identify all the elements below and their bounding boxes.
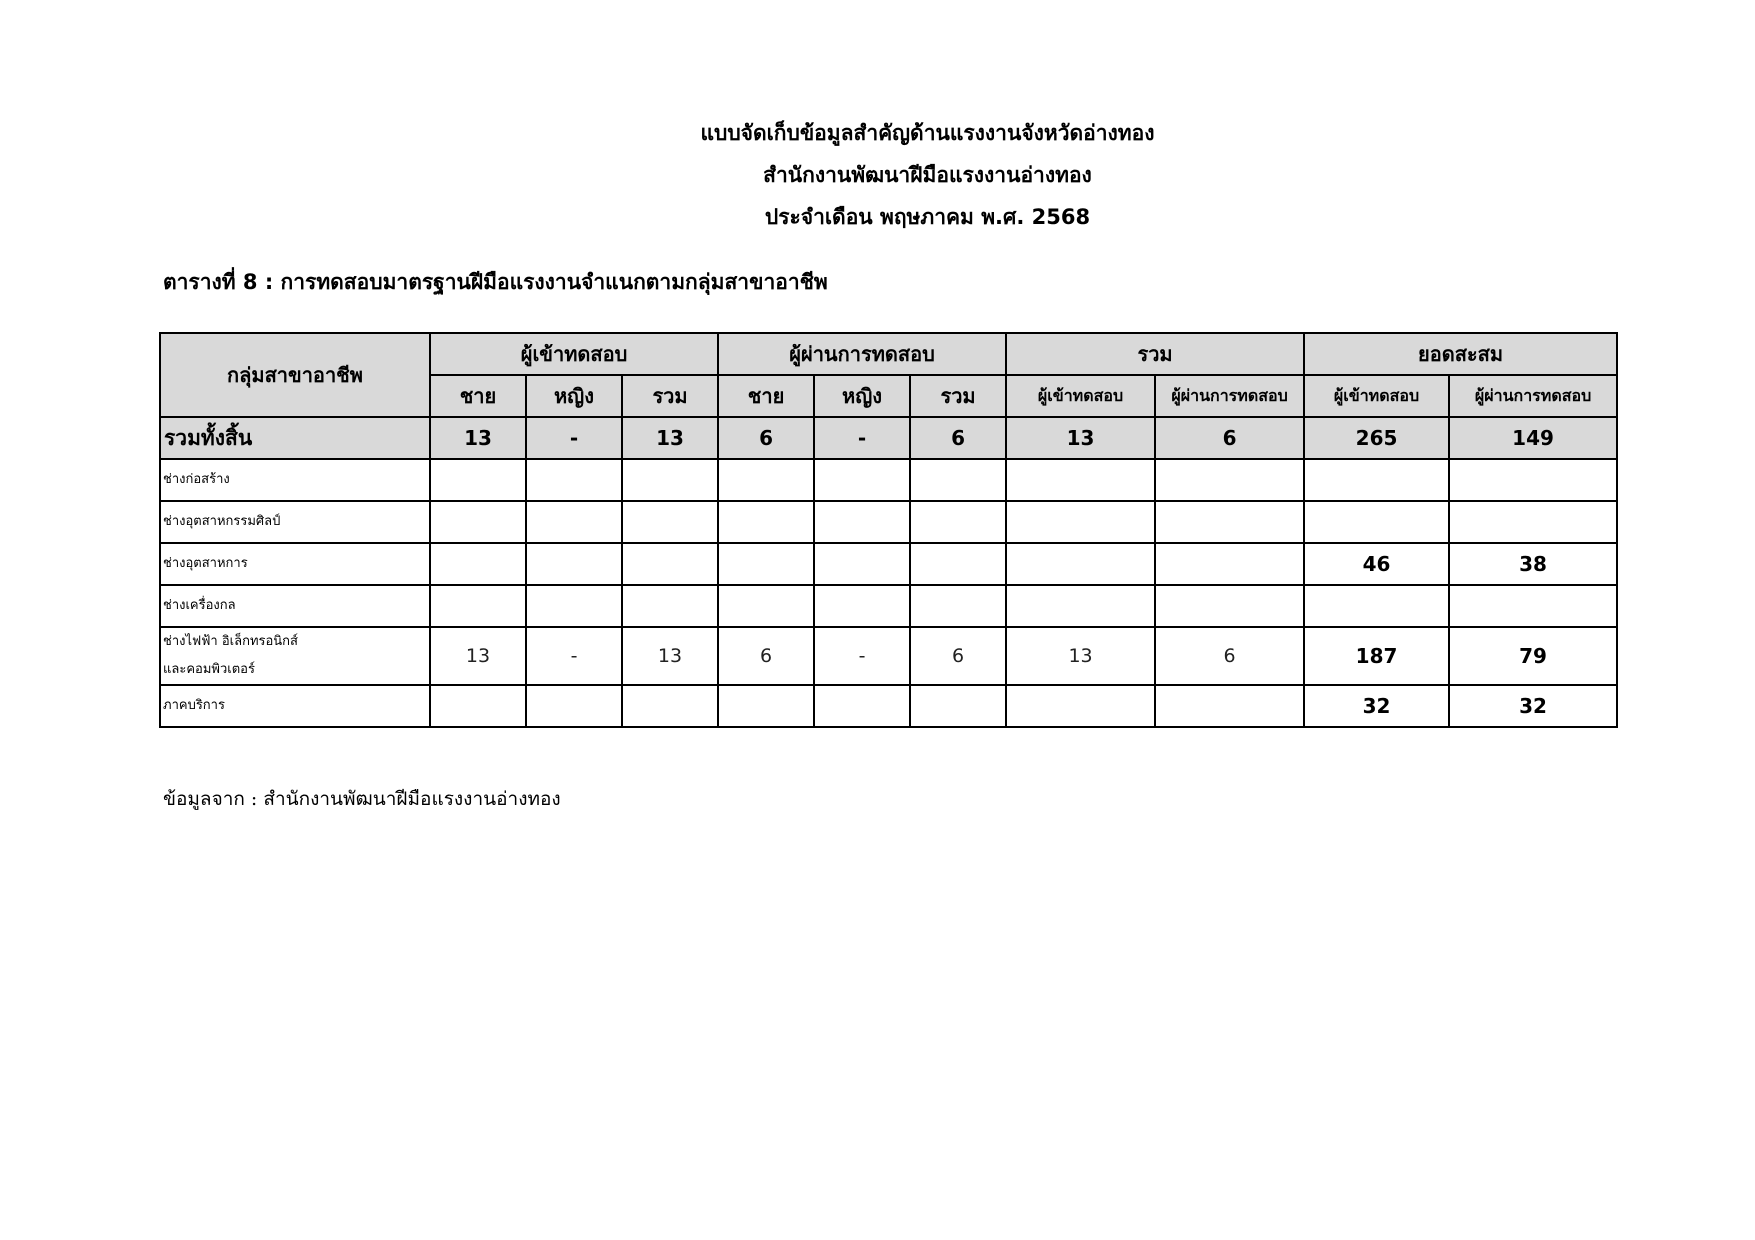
- table-cell: 265: [1304, 417, 1449, 459]
- table-cell: [1304, 459, 1449, 501]
- table-cell: 149: [1449, 417, 1617, 459]
- table-cell: [718, 501, 814, 543]
- table-cell: [1449, 585, 1617, 627]
- table-cell: [910, 459, 1006, 501]
- table-cell: [1006, 459, 1155, 501]
- table-cell: [814, 501, 910, 543]
- sub-header-male: ชาย: [430, 375, 526, 417]
- row-label-line: และคอมพิวเตอร์: [163, 662, 255, 677]
- table-cell: 79: [1449, 627, 1617, 685]
- table-cell: [1449, 459, 1617, 501]
- table-cell: [814, 543, 910, 585]
- table-cell: [526, 501, 622, 543]
- table-cell: [1006, 585, 1155, 627]
- table-cell: 13: [430, 417, 526, 459]
- sub-header-examinees: ผู้เข้าทดสอบ: [1304, 375, 1449, 417]
- table-cell: 6: [718, 627, 814, 685]
- row-label: ช่างอุตสาหการ: [160, 543, 430, 585]
- table-cell: [814, 585, 910, 627]
- table-cell: [1155, 585, 1304, 627]
- sub-header-examinees: ผู้เข้าทดสอบ: [1006, 375, 1155, 417]
- table-cell: 38: [1449, 543, 1617, 585]
- document-header: [0, 112, 1755, 238]
- table-cell: [910, 501, 1006, 543]
- source-note: ข้อมูลจาก : สำนักงานพัฒนาฝีมือแรงงานอ่างทอง: [163, 788, 561, 810]
- header-office: สำนักงานพัฒนาฝีมือแรงงานอ่างทอง: [763, 163, 1092, 187]
- table-cell: 6: [1155, 627, 1304, 685]
- table-cell: 6: [910, 627, 1006, 685]
- group-header-examinees: ผู้เข้าทดสอบ: [430, 333, 718, 375]
- row-label: ช่างเครื่องกล: [160, 585, 430, 627]
- table-cell: [622, 459, 718, 501]
- table-cell: [526, 585, 622, 627]
- table-cell: [1304, 585, 1449, 627]
- table-cell: -: [814, 627, 910, 685]
- table-cell: [718, 543, 814, 585]
- row-label: [160, 627, 430, 685]
- table-cell: [526, 685, 622, 727]
- table-cell: [526, 459, 622, 501]
- total-row: [160, 417, 1617, 459]
- table-cell: [1304, 501, 1449, 543]
- header-title: แบบจัดเก็บข้อมูลสำคัญด้านแรงงานจังหวัดอ่างทอง: [700, 121, 1155, 145]
- table-cell: -: [526, 417, 622, 459]
- total-label: รวมทั้งสิ้น: [160, 417, 430, 459]
- table-row: [160, 543, 1617, 585]
- branch-header: กลุ่มสาขาอาชีพ: [160, 333, 430, 417]
- table-cell: [718, 585, 814, 627]
- table-cell: 6: [718, 417, 814, 459]
- table-cell: 13: [1006, 627, 1155, 685]
- table-cell: -: [814, 417, 910, 459]
- table-cell: [430, 459, 526, 501]
- group-header-passed: ผู้ผ่านการทดสอบ: [718, 333, 1006, 375]
- table-cell: [622, 585, 718, 627]
- table-cell: [814, 459, 910, 501]
- table-cell: 13: [430, 627, 526, 685]
- table-cell: [1155, 543, 1304, 585]
- table-cell: [430, 685, 526, 727]
- table-cell: 187: [1304, 627, 1449, 685]
- row-label: ช่างก่อสร้าง: [160, 459, 430, 501]
- group-header-cumulative: ยอดสะสม: [1304, 333, 1617, 375]
- skill-test-table: [159, 332, 1618, 728]
- table-cell: 13: [622, 627, 718, 685]
- header-period: ประจำเดือน พฤษภาคม พ.ศ. 2568: [764, 205, 1091, 229]
- table-cell: [718, 459, 814, 501]
- table-cell: [910, 543, 1006, 585]
- table-cell: 13: [1006, 417, 1155, 459]
- sub-header-male: ชาย: [718, 375, 814, 417]
- sub-header-female: หญิง: [814, 375, 910, 417]
- table-cell: [622, 501, 718, 543]
- sub-header-female: หญิง: [526, 375, 622, 417]
- table-caption: ตารางที่ 8 : การทดสอบมาตรฐานฝีมือแรงงานจำแนกตามกลุ่มสาขาอาชีพ: [163, 270, 828, 294]
- table-cell: 6: [910, 417, 1006, 459]
- table-cell: [1006, 685, 1155, 727]
- table-cell: -: [526, 627, 622, 685]
- sub-header-passed: ผู้ผ่านการทดสอบ: [1155, 375, 1304, 417]
- row-label: ช่างอุตสาหกรรมศิลป์: [160, 501, 430, 543]
- table-cell: [1155, 685, 1304, 727]
- table-cell: [622, 685, 718, 727]
- table-cell: 32: [1449, 685, 1617, 727]
- table-cell: [814, 685, 910, 727]
- sub-header-sum: รวม: [910, 375, 1006, 417]
- table-row: [160, 627, 1617, 685]
- sub-header-sum: รวม: [622, 375, 718, 417]
- table-cell: [526, 543, 622, 585]
- table-cell: [1006, 543, 1155, 585]
- table-row: [160, 501, 1617, 543]
- table-cell: 32: [1304, 685, 1449, 727]
- table-cell: [910, 585, 1006, 627]
- table-cell: [1006, 501, 1155, 543]
- table-cell: [1155, 501, 1304, 543]
- table-cell: [430, 501, 526, 543]
- table-cell: 13: [622, 417, 718, 459]
- table-row: [160, 685, 1617, 727]
- table-cell: [430, 543, 526, 585]
- table-cell: [622, 543, 718, 585]
- row-label: ภาคบริการ: [160, 685, 430, 727]
- table-row: [160, 585, 1617, 627]
- table-cell: 6: [1155, 417, 1304, 459]
- table-cell: [430, 585, 526, 627]
- table-cell: [718, 685, 814, 727]
- sub-header-passed: ผู้ผ่านการทดสอบ: [1449, 375, 1617, 417]
- table-cell: [1449, 501, 1617, 543]
- table-cell: [1155, 459, 1304, 501]
- row-label-line: ช่างไฟฟ้า อิเล็กทรอนิกส์: [163, 634, 298, 649]
- table-cell: 46: [1304, 543, 1449, 585]
- table-cell: [910, 685, 1006, 727]
- group-header-total: รวม: [1006, 333, 1304, 375]
- table-row: [160, 459, 1617, 501]
